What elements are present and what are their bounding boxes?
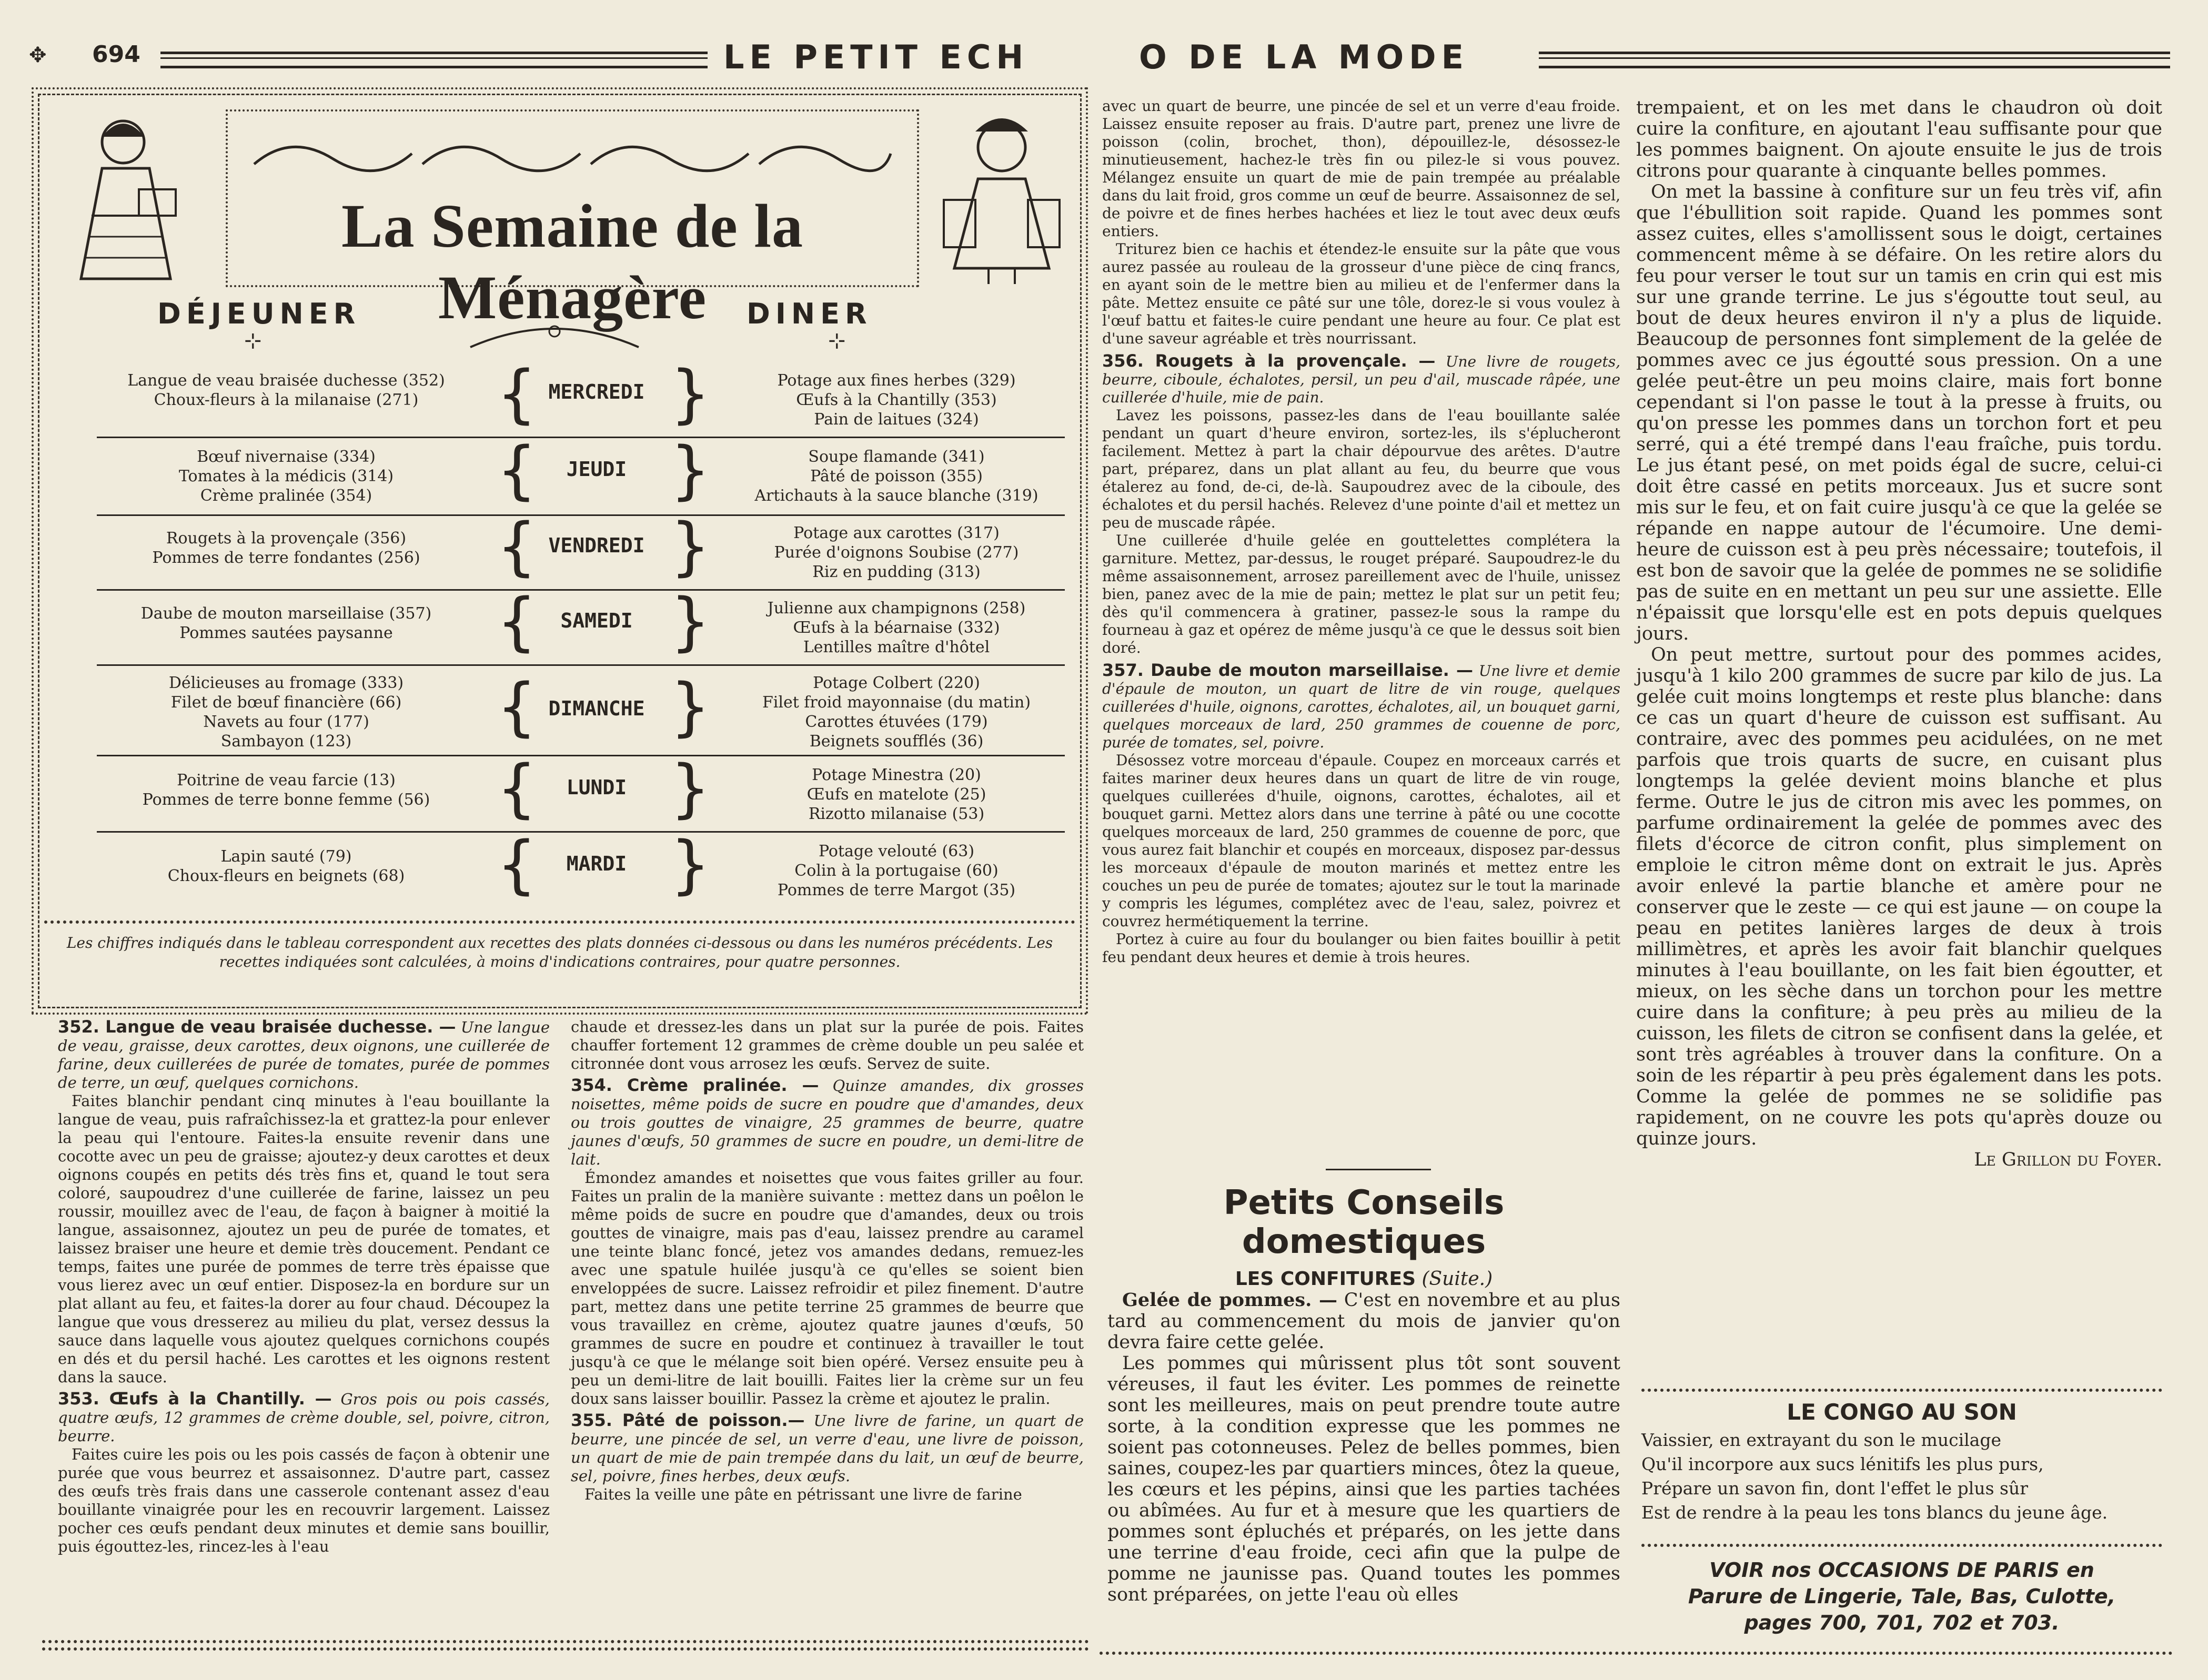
gelee-text-1: C'est en novembre et au plus tard au commencement du mois de janvier qu'on devra faire cette gelée. (1107, 1290, 1620, 1353)
recipe-357-title: 357. Daube de mouton marseillaise. — (1102, 660, 1473, 680)
menu-title: La Semaine de la Ménagère (341, 191, 804, 332)
gelee-text-2: Les pommes qui mûrissent plus tôt sont souvent véreuses, il faut les éviter. Les pommes de reinette sont les meilleures, mais on peut prendre toute autre sorte, à la condition expresse que les pommes ne soient pas cotonneuses. Pelez de belles pommes, bien saines, coupez-les par quartiers minces, ôtez la queue, les cœurs et les pépins, ainsi que les parties tachées ou abîmées. Au fur et à mesure que les quartiers de pommes sont épluchés et préparés, on les jette dans une terrine d'eau froide, ceci afin que la pulpe de pomme ne jaunisse pas. Quand toutes les pommes sont préparées, on jette l'eau où elles (1107, 1353, 1620, 1605)
signature: Le Grillon du Foyer. (1974, 1149, 2162, 1170)
congo-line: Qu'il incorpore aux sucs lénitifs les plus purs, (1641, 1454, 2044, 1474)
recipe-353-text: Faites cuire les pois ou les pois cassés de façon à obtenir une purée que vous beurrez et assaisonnez. D'autre part, cassez des œufs très frais dans une casserole contenant assez d'eau bouillante vinaigrée pour les en recouvrir largement. Laissez pocher ces œufs pendant deux minutes et demie sans bouillir, puis égouttez-les, rincez-les à l'eau (58, 1445, 550, 1555)
row-divider (97, 437, 1065, 438)
recipes-column-3 (1102, 97, 1620, 966)
conseils-column-3 (1107, 1183, 1620, 1605)
confitures-subtitle-suffix: (Suite.) (1421, 1268, 1493, 1290)
ad-line-3: pages 700, 701, 702 et 703. (1744, 1611, 2060, 1634)
diner-dishes: Julienne aux champignons (258) Œufs à la béarnaise (332) Lentilles maître d'hôtel (767, 599, 1026, 656)
dotted-divider (44, 920, 1075, 924)
dejeuner-dishes: Lapin sauté (79) Choux-fleurs en beignets (68) (167, 847, 405, 885)
recipe-357-text-2: Portez à cuire au four du boulanger ou bien faites bouillir à petit feu pendant deux heures et demie à trois heures. (1102, 930, 1620, 966)
dejeuner-heading: DÉJEUNER (157, 297, 361, 330)
ornament-icon: ⊹ (244, 329, 262, 353)
recipe-356-text: Lavez les poissons, passez-les dans de l'eau bouillante salée pendant un quart d'heure environ, sortez-les, ils s'éplucheront facilement. Mettez à part la chair dépourvue des arêtes. D'autre part, préparez, dans un plat allant au feu, du beurre que vous étalerez au fond, de-ci, de-là. Saupoudrez avec de la ciboule, des échalotes et du persil hachés. Relevez d'une pointe d'ail et mettez un peu de muscade râpée. (1102, 407, 1620, 531)
gelee-lead: Gelée de pommes. — (1122, 1289, 1338, 1311)
recipe-352-title: 352. Langue de veau braisée duchesse. — (58, 1017, 456, 1037)
gelee-text-3: trempaient, et on les met dans le chaudron où doit cuire la confiture, en ajoutant l'eau suffisante pour que les pommes baignent. On ajoute ensuite le jus de trois citrons pour quarante à cinquante belles pommes. (1636, 97, 2162, 181)
recipe-353-ingredients: Gros pois ou pois cassés, quatre œufs, 12 grammes de crème double, sel, poivre, citron, beurre. (58, 1390, 550, 1445)
diner-dishes: Potage Minestra (20) Œufs en matelote (25) Rizotto milanaise (53) (806, 766, 986, 823)
recipes-column-1 (58, 1018, 550, 1556)
maid-illustration-icon (939, 110, 1065, 289)
recipe-355-ingredients: Une livre de farine, un quart de beurre, une pincée de sel, un verre d'eau, une livre de poisson, un quart de mie de pain trempée dans du lait, un œuf de beurre, sel, poivre, fines herbes, deux œufs. (571, 1412, 1084, 1485)
recipe-356-ingredients: Une livre de rougets, beurre, ciboule, échalotes, persil, un peu d'ail, muscade râpée, une cuillerée d'huile, mie de pain. (1102, 353, 1621, 406)
gelee-text-4: On met la bassine à confiture sur un feu très vif, afin que l'ébullition soit rapide. Quand les pommes sont assez cuites, elles s'amollissent sous le doigt, certaines commencent même à se défaire. On les retire alors du feu pour verser le tout sur un tamis en crin qui est mis sur une grande terrine. Le jus s'égoutte tout seul, au bout de deux heures environ il n'y a plus de liquide. Beaucoup de personnes font simplement de la gelée de pommes avec ce jus égoutté sous pression. On a une gelée peut-être un peu moins claire, mais fort bonne cependant si l'on passe le tout à la presse à fruits, ou qu'on presse les pommes dans un torchon fort et peu serré, qui a été trempé dans l'eau fraîche, puis tordu. Le jus étant pesé, on met poids égal de sucre, celui-ci doit être cassé en petits morceaux. Jus et sucre sont mis sur le feu, et on fait cuire jusqu'à ce que la gelée se répande en nappe autour de l'écumoire. Une demi-heure de cuisson est à peu près nécessaire; toutefois, il est bon de savoir que la gelée de pommes ne se solidifie pas de suite en en mettant un peu sur une assiette. Elle n'épaissit que lorsqu'elle est en pots depuis quelques jours. (1636, 181, 2162, 644)
diner-dishes: Soupe flamande (341) Pâté de poisson (355) Artichauts à la sauce blanche (319) (754, 448, 1039, 505)
menu-note: Les chiffres indiqués dans le tableau correspondent aux recettes des plats données ci-dessous ou dans les numéros précédents. Les recettes indiquées sont calculées, à moins d'indications contraires, pour quatre personnes. (66, 934, 1053, 970)
dejeuner-dishes: Bœuf nivernaise (334) Tomates à la médicis (314) Crème pralinée (354) (178, 448, 394, 505)
recipe-353-title: 353. Œufs à la Chantilly. — (58, 1389, 332, 1409)
recipe-355-text: Faites la veille une pâte en pétrissant une livre de farine (584, 1485, 1022, 1503)
decorative-swirls-icon (249, 127, 896, 180)
masthead-left: LE PETIT ECH (723, 38, 1029, 76)
dejeuner-dishes: Rougets à la provençale (356) Pommes de terre fondantes (256) (152, 529, 420, 567)
masthead-right: O DE LA MODE (1139, 38, 1469, 76)
occasions-advert (1641, 1557, 2162, 1636)
ornament-icon: ✥ (29, 43, 47, 67)
ad-line-2: Parure de Lingerie, Tale, Bas, Culotte, (1688, 1585, 2116, 1608)
recipe-352-text: Faites blanchir pendant cinq minutes à l'eau bouillante la langue de veau, puis rafraîchissez-la et grattez-la pour enlever la peau qui l'entoure. Faites-la ensuite revenir dans une cocotte avec un peu de graisse; ajoutez-y deux carottes et deux oignons coupés en petits dés très fins et, quand le tout sera coloré, saupoudrez d'une cuillerée de farine, laissez un peu roussir, mouillez avec de l'eau, de façon à baigner à moitié la langue, assaisonnez, ajoutez un peu de purée de tomates, et laissez braiser une heure et demie très doucement. Pendant ce temps, faites une purée de pommes de terre très épaisse que vous lierez avec un œuf entier. Disposez-la en bordure sur un plat allant au feu, et faites-la dorer au four chaud. Découpez la langue que vous dresserez au milieu du plat, versez dessus la sauce dans laquelle vous ajoutez quelques cornichons coupés en dés et du persil haché. Les carottes et les oignons restent dans la sauce. (58, 1092, 550, 1386)
day-column-ornament-icon (465, 321, 644, 352)
recipe-356-title: 356. Rougets à la provençale. — (1102, 351, 1436, 371)
recipe-357-text: Désossez votre morceau d'épaule. Coupez en morceaux carrés et faites mariner deux heures dans un quart de litre de vin rouge, quelques cuillerées d'huile, oignons, carottes, échalotes, ail et bouquet garni. Mettez alors dans une terrine à pâté ou une cocotte quelques morceaux de lard, 250 grammes de couenne de porc, que vous aurez fait blanchir et coupés en morceaux, disposez par-dessus les morceaux d'épaule de mouton marinés et mettez entre les couches un peu de purée de tomates; ajoutez sur le tout la marinade y compris les légumes, complétez avec de l'eau, salez, poivrez et couvrez hermétiquement la terrine. (1102, 752, 1620, 930)
row-divider (97, 755, 1065, 756)
row-divider (97, 589, 1065, 591)
recipe-354-ingredients: Quinze amandes, dix grosses noisettes, même poids de sucre en poudre que d'amandes, deux ou trois gouttes de vinaigre, 25 grammes de beurre, quatre jaunes d'œufs, 50 grammes de sucre en poudre, un demi-litre de lait. (571, 1077, 1084, 1168)
congo-line: Est de rendre à la peau les tons blancs du jeune âge. (1641, 1502, 2108, 1523)
header-rule-right (1539, 52, 2170, 68)
row-divider (97, 514, 1065, 516)
diner-dishes: Potage aux carottes (317) Purée d'oignons Soubise (277) Riz en pudding (313) (774, 524, 1019, 581)
bottom-dotted-border (42, 1647, 1089, 1651)
page-header (29, 38, 2181, 75)
dotted-divider (1641, 1544, 2162, 1547)
recipe-355-continued-2: Triturez bien ce hachis et étendez-le ensuite sur la pâte que vous aurez passée au rouleau de la grosseur d'une pièce de cinq francs, en ayant soin de le mettre bien au milieu et de l'enfermer dans la pâte. Mettez ensuite ce pâté sur une tôle, dorez-le si vous voulez à l'œuf battu et faites-le cuire pendant une heure au four. Ce plat est d'une saveur agréable et très nourrissant. (1102, 240, 1620, 347)
bottom-dotted-border (1100, 1652, 2173, 1655)
section-rule (1326, 1169, 1431, 1170)
day-label: SAMEDI (560, 609, 633, 632)
dotted-divider (1641, 1389, 2162, 1392)
dejeuner-dishes: Daube de mouton marseillaise (357) Pommes sautées paysanne (140, 604, 432, 642)
dejeuner-dishes: Langue de veau braisée duchesse (352) Choux-fleurs à la milanaise (271) (127, 371, 445, 409)
confitures-subtitle: LES CONFITURES (1235, 1268, 1416, 1290)
ad-line-1: VOIR nos OCCASIONS DE PARIS en (1709, 1558, 2094, 1582)
day-label: JEUDI (566, 458, 627, 481)
congo-advert (1641, 1399, 2162, 1525)
day-label: DIMANCHE (548, 697, 645, 720)
day-label: MERCREDI (548, 380, 645, 403)
bottom-dotted-border (42, 1640, 1089, 1643)
recipe-355-continued: avec un quart de beurre, une pincée de sel et un verre d'eau froide. Laissez ensuite reposer au frais. D'autre part, prenez une livre de poisson (colin, brochet, thon), dépouillez-le, désossez-le minutieusement, hachez-le très fin ou pilez-le si vous pouvez. Mélangez ensuite un quart de mie de pain trempée au préalable dans du lait froid, gros comme un œuf de beurre. Assaisonnez de sel, de poivre et de fines herbes hachées et liez le tout avec deux œufs entiers. (1102, 97, 1620, 240)
recipe-353-continued: chaude et dressez-les dans un plat sur la purée de pois. Faites chauffer fortement 12 grammes de crème double un peu salée et citronnée dont vous arrosez les œufs. Servez de suite. (571, 1018, 1084, 1072)
congo-title: LE CONGO AU SON (1787, 1399, 2017, 1425)
recipe-355-title: 355. Pâté de poisson.— (571, 1410, 805, 1430)
dejeuner-dishes: Délicieuses au fromage (333) Filet de bœuf financière (66) Navets au four (177) Sambayon (123) (168, 674, 404, 751)
day-label: MARDI (566, 852, 627, 875)
diner-dishes: Potage Colbert (220) Filet froid mayonnaise (du matin) Carottes étuvées (179) Beignets soufflés (36) (762, 674, 1031, 751)
day-label: VENDREDI (548, 534, 645, 557)
recipe-356-text-2: Une cuillerée d'huile gelée en gouttelettes complétera la garniture. Mettez, par-dessus, le rouget préparé. Saupoudrez-le du même assaisonnement, arrosez pareillement avec de l'huile, unissez bien, panez avec de la mie de pain; mettez le plat sur un petit feu; dès qu'il commencera à gratiner, passez-le sous la rampe du fourneau à gaz et opérez de même jusqu'à ce que le dessus soit bien doré. (1102, 532, 1620, 656)
recipe-357-ingredients: Une livre et demie d'épaule de mouton, un quart de litre de vin rouge, quelques cuillerées d'huile, oignons, carottes, échalotes, ail, un bouquet garni, quelques morceaux de lard, 250 grammes de couenne de porc, purée de tomates, sel, poivre. (1102, 662, 1620, 751)
conseils-title: Petits Conseils domestiques (1223, 1183, 1505, 1261)
page-number: 694 (92, 41, 140, 68)
housewife-illustration-icon (60, 110, 197, 289)
gelee-text-5: On peut mettre, surtout pour des pommes acides, jusqu'à 1 kilo 200 grammes de sucre par kilo de jus. La gelée cuit moins longtemps et reste plus blanche: dans ce cas un quart d'heure de cuisson est suffisant. Au contraire, avec des pommes peu acidulées, on ne met parfois que trois quarts de sucre, en cuisant plus longtemps la gelée devient moins blanche et plus ferme. Outre le jus de citron mis avec les pommes, on parfume ordinairement la gelée de pommes avec des filets d'écorce de citron confit, plus simplement on emploie le citron même dont on extrait le jus. Après avoir enlevé la partie blanche et amère pour ne conserver que le zeste — ce qui est jaune — on coupe la peau en petites lanières larges de deux à trois millimètres, et après les avoir fait blanchir quelques minutes à l'eau bouillante, on les fait bien égoutter, et mieux, on les sèche dans un torchon pour les mettre cuire dans la confiture; à peu près au milieu de la cuisson, les filets de citron se confisent dans la gelée, et sont très agréables à trouver dans la confiture. On a soin de les répartir à peu près également dans les pots. Comme la gelée de pommes ne se solidifie pas rapidement, on ne couvre les pots qu'après douze ou quinze jours. (1636, 644, 2162, 1149)
recipe-354-title: 354. Crème pralinée. — (571, 1075, 819, 1095)
diner-heading: DINER (747, 297, 872, 330)
recipe-354-text: Émondez amandes et noisettes que vous faites griller au four. Faites un pralin de la manière suivante : mettez dans un poêlon le même poids de sucre en poudre que d'amandes, deux ou trois gouttes de vinaigre, mais pas d'eau, laissez prendre au caramel une teinte blanc foncé, jetez vos amandes dedans, remuez-les avec une spatule huilée jusqu'à ce qu'elles se soient bien enveloppées de sucre. Laissez refroidir et pilez finement. D'autre part, mettez dans une petite terrine 25 grammes de beurre que vous travaillez en crème, ajoutez quatre jaunes d'œufs, 50 grammes de sucre en poudre et continuez à travailler le tout jusqu'à ce que le mélange soit bien opéré. Versez ensuite peu à peu un demi-litre de lait bouilli. Faites lier la crème sur un feu doux sans laisser bouillir. Passez la crème et ajoutez le pralin. (571, 1169, 1084, 1408)
row-divider (97, 831, 1065, 833)
recipes-column-2 (571, 1018, 1084, 1504)
diner-dishes: Potage aux fines herbes (329) Œufs à la Chantilly (353) Pain de laitues (324) (777, 371, 1016, 429)
dejeuner-dishes: Poitrine de veau farcie (13) Pommes de terre bonne femme (56) (142, 771, 430, 809)
row-divider (97, 664, 1065, 666)
diner-dishes: Potage velouté (63) Colin à la portugaise (60) Pommes de terre Margot (35) (777, 842, 1016, 899)
ornament-icon: ⊹ (828, 329, 846, 353)
header-rule-left (160, 52, 708, 68)
recipe-352-ingredients: Une langue de veau, graisse, deux carottes, deux oignons, une cuillerée de farine, deux cuillerées de purée de tomates, purée de pommes de terre, un œuf, quelques cornichons. (58, 1018, 550, 1091)
conseils-column-4 (1636, 97, 2162, 1170)
congo-line: Vaissier, en extrayant du son le mucilage (1641, 1430, 2002, 1450)
day-label: LUNDI (566, 776, 627, 799)
congo-line: Prépare un savon fin, dont l'effet le plus sûr (1641, 1478, 2028, 1499)
weekly-menu-box: La Semaine de la Ménagère DÉJEUNER DINER ⊹ ⊹ Langue de veau braisée duchesse (352) Choux-fleurs à la milanaise (271) { MERCREDI } Potage aux fines herbes (329) Œufs à la Chantilly (353) Pain de laitues (324) Bœuf nivernaise (334) Tomates à la médicis (314) Crème pralinée (354) { JEUDI } Soupe flamande (341) Pâté de poisson (355) Artichauts à la sauce blanche (319) Rougets à la provençale (356) Pommes de terre fondantes (256) { VENDREDI } Potage aux carottes (317) Purée d'oignons Soubise (277) Riz en pudding (313) Daube de mouton marseillaise (357) Pommes sautées paysanne { SAMEDI } Julienne aux champignons (258) Œufs à la béarnaise (332) Lentilles maître d'hôtel Délicieuses au fromage (333) Filet de bœuf financière (66) Navets au four (177) Sambayon (123) { DIMANCHE } Potage Colbert (220) Filet froid mayonnaise (du matin) Carottes étuvées (179) Beignets soufflés (36) Poitrine de veau farcie (13) Pommes de terre bonne femme (56) { LUNDI } Potage Minestra (20) Œufs en matelote (25) Rizotto milanaise (53) Lapin sauté (79) Choux-fleurs en beignets (68) { MARDI } Potage velouté (63) Colin à la portugaise (60) Pommes de terre Margot (35) Les chiffres indiqués dans le tableau correspondent aux recettes des plats données ci-dessous ou dans les numéros précédents. Les recettes indiquées sont calculées, à moins d'indications contraires, pour quatre personnes. (32, 87, 1088, 1015)
